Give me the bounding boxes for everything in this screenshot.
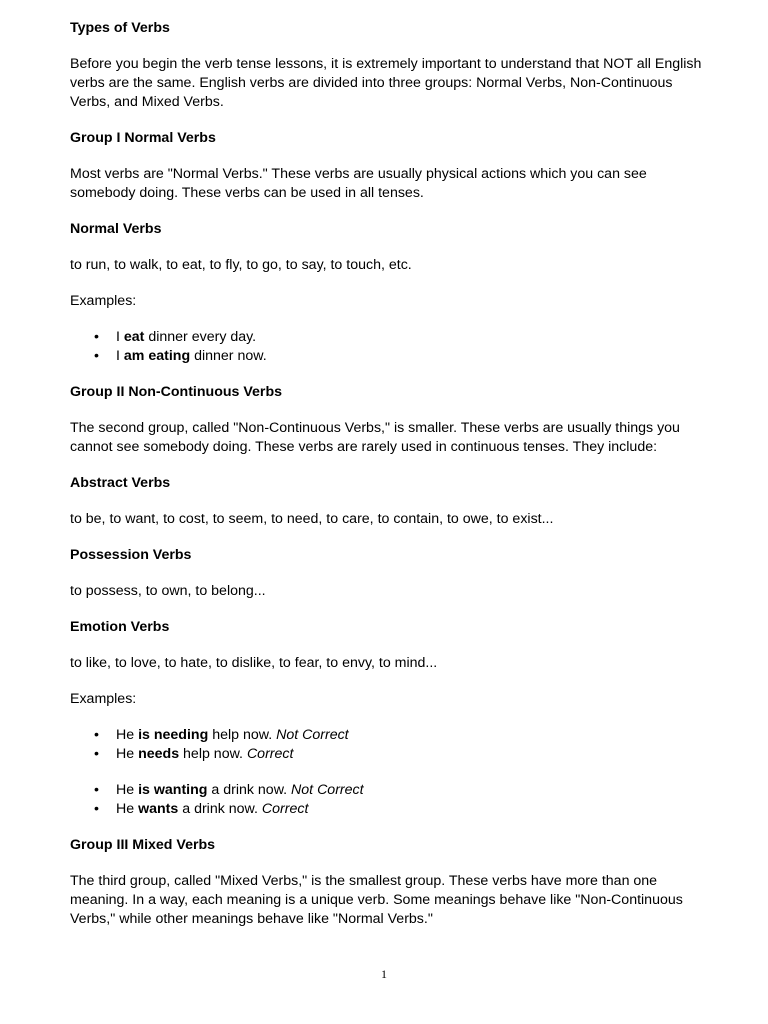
document-body (70, 19, 715, 929)
possession-verbs-heading: Possession Verbs (70, 547, 192, 563)
group2-examples-label: Examples: (70, 691, 137, 707)
abstract-verbs-list: to be, to want, to cost, to seem, to need, to care, to contain, to owe, to exist... (70, 511, 554, 527)
group1-paragraph: Most verbs are "Normal Verbs." These verbs are usually physical actions which you can see somebody doing. These verbs can be used in all tenses. (70, 166, 647, 201)
page-number: 1 (381, 967, 387, 981)
group3-paragraph: The third group, called "Mixed Verbs," is the smallest group. These verbs have more than one meaning. In a way, each meaning is a unique verb. Some meanings behave like "Non-Continuous Verbs," while other meanings behave like "Normal Verbs." (70, 873, 683, 927)
list-item: • I eat dinner every day. (116, 328, 715, 347)
possession-verbs-list: to possess, to own, to belong... (70, 583, 266, 599)
normal-verbs-list: to run, to walk, to eat, to fly, to go, to say, to touch, etc. (70, 257, 412, 273)
list-item: • He is needing help now. Not Correct (116, 726, 715, 745)
group1-examples-label: Examples: (70, 293, 137, 309)
list-item: • I am eating dinner now. (116, 347, 715, 366)
group2-examples-list-a (70, 726, 715, 764)
normal-verbs-heading: Normal Verbs (70, 221, 162, 237)
emotion-verbs-heading: Emotion Verbs (70, 619, 170, 635)
list-item: • He needs help now. Correct (116, 745, 715, 764)
abstract-verbs-heading: Abstract Verbs (70, 475, 171, 491)
group1-heading: Group I Normal Verbs (70, 130, 216, 146)
group2-paragraph: The second group, called "Non-Continuous Verbs," is smaller. These verbs are usually things you cannot see somebody doing. These verbs are rarely used in continuous tenses. They include: (70, 420, 680, 455)
group2-examples-list-b (70, 781, 715, 819)
list-item: • He is wanting a drink now. Not Correct (116, 781, 715, 800)
intro-paragraph: Before you begin the verb tense lessons, it is extremely important to understand that NOT all English verbs are the same. English verbs are divided into three groups: Normal Verbs, Non-Continuous Verbs, and Mixed Verbs. (70, 56, 702, 110)
group3-heading: Group III Mixed Verbs (70, 837, 216, 853)
group2-heading: Group II Non-Continuous Verbs (70, 384, 283, 400)
list-item: • He wants a drink now. Correct (116, 800, 715, 819)
document-title: Types of Verbs (70, 20, 170, 36)
group1-examples-list (70, 328, 715, 366)
emotion-verbs-list: to like, to love, to hate, to dislike, to fear, to envy, to mind... (70, 655, 438, 671)
